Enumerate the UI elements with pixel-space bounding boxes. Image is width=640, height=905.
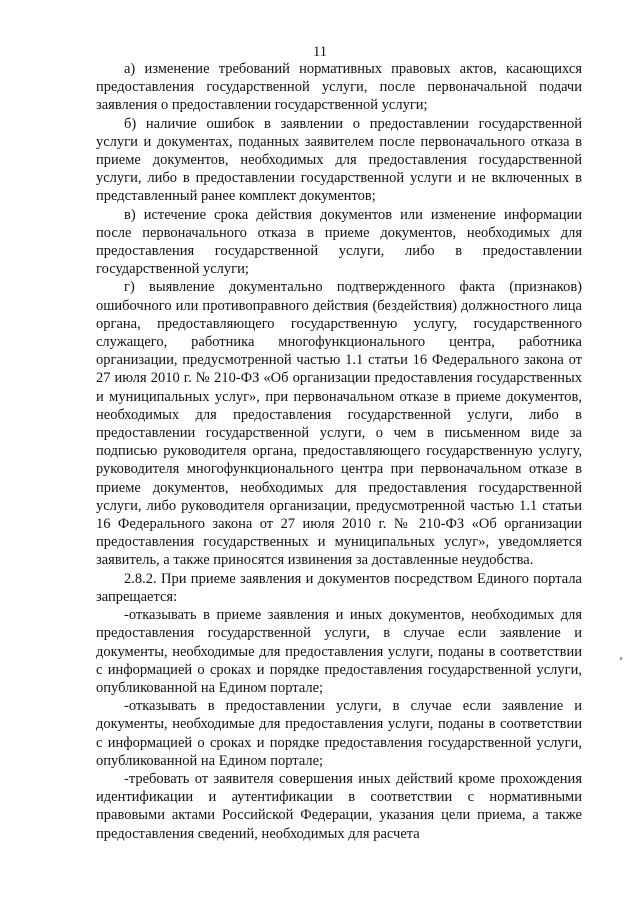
scan-speck — [619, 657, 622, 661]
document-body — [96, 60, 582, 843]
section-2-8-2: 2.8.2. При приеме заявления и документов посредством Единого портала запрещается: — [96, 570, 582, 605]
prohibition-item-3: -требовать от заявителя совершения иных действий кроме прохождения идентификации и аутентификации в соответствии с нормативными правовыми актами Российской Федерации, указания цели приема, а также предоставления сведений, необходимых для расчета — [96, 770, 582, 842]
prohibition-item-2: -отказывать в предоставлении услуги, в случае если заявление и документы, необходимые для предоставления услуги, поданы в соответствии с информацией о сроках и порядке предоставления государственной услуги, опубликованной на Едином портале; — [96, 698, 582, 769]
page-number: 11 — [313, 44, 327, 60]
prohibition-item-1: -отказывать в приеме заявления и иных документов, необходимых для предоставления государственной услуги, в случае если заявление и документы, необходимые для предоставления услуги, поданы в соответствии с информацией о сроках и порядке предоставления государственной услуги, опубликованной на Едином портале; — [96, 607, 582, 696]
paragraph-g: г) выявление документально подтвержденного факта (признаков) ошибочного или противоправного действия (бездействия) должностного лица органа, предоставляющего государственную услугу, государственного служащего, работника многофункционального центра, работника организации, предусмотренной частью 1.1 статьи 16 Федерального закона от 27 июля 2010 г. № 210-ФЗ «Об организации предоставления государственных и муниципальных услуг», при первоначальном отказе в приеме документов, необходимых для предоставления государственной услуги, либо в предоставлении государственной услуги, о чем в письменном виде за подписью руководителя органа, предоставляющего государственную услугу, руководителя многофункционального центра при первоначальном отказе в приеме документов, необходимых для предоставления государственной услуги, либо руководителя организации, предусмотренной частью 1.1 статьи 16 Федерального закона от 27 июля 2010 г. № 210-ФЗ «Об организации предоставления государственных и муниципальных услуг», уведомляется заявитель, а также приносятся извинения за доставленные неудобства. — [96, 279, 582, 569]
paragraph-a: а) изменение требований нормативных правовых актов, касающихся предоставления государственной услуги, после первоначальной подачи заявления о предоставлении государственной услуги; — [96, 61, 582, 114]
paragraph-v: в) истечение срока действия документов или изменение информации после первоначального отказа в приеме документов, необходимых для предоставления государственной услуги, либо в предоставлении государственной услуги; — [96, 206, 582, 278]
paragraph-b: б) наличие ошибок в заявлении о предоставлении государственной услуги и документах, поданных заявителем после первоначального отказа в приеме документов, необходимых для предоставления государственной услуги, либо в предоставлении государственной услуги и не включенных в представленный ранее комплект документов; — [96, 115, 582, 205]
